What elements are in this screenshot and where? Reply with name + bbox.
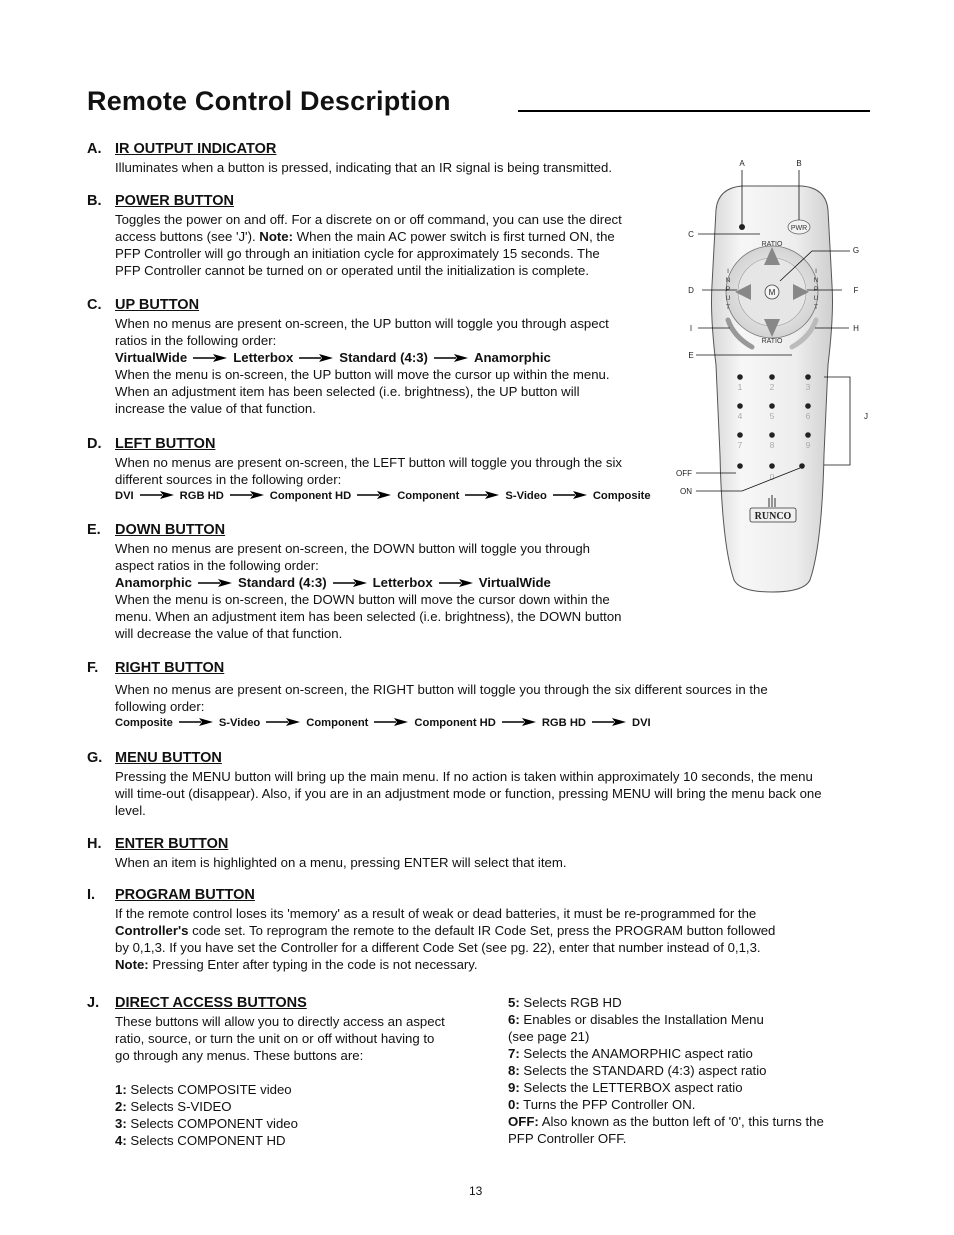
direct-access-item: (see page 21) [508,1029,590,1044]
arrow-right-icon [374,715,408,732]
sequence-item: Standard (4:3) [339,350,428,365]
digit-label: 8 [769,440,775,450]
sequence-item: Letterbox [372,575,433,590]
digit-button [769,374,775,380]
digit-label: 6 [805,411,811,421]
arrow-right-icon [140,488,174,505]
section-heading: ENTER BUTTON [115,836,229,852]
section-heading: LEFT BUTTON [115,436,216,452]
section-line: When no menus are present on-screen, the RIGHT button will toggle you through the six different sources in the [115,682,768,697]
arrow-right-icon [198,574,232,591]
title-rule [518,110,870,112]
input-letter: N [725,277,731,284]
section-e [87,522,667,642]
input-letter: U [725,295,731,302]
section-line: When no menus are present on-screen, the UP button will toggle you through aspect [115,316,609,331]
arrow-right-icon [434,349,468,366]
section-line: ratios in the following order: [115,333,277,348]
section-j [87,995,507,1149]
input-letter: I [727,268,729,275]
section-heading: UP BUTTON [115,297,200,313]
section-heading: IR OUTPUT INDICATOR [115,141,277,157]
sequence-item: Component [306,717,369,729]
digit-button [737,432,743,438]
section-line: different sources in the following order: [115,472,342,487]
sequence-item: Component HD [269,490,352,502]
aspect-sequence [115,349,667,366]
input-letter: T [814,304,818,311]
callout-label: ON [680,487,692,496]
section-line: go through any menus. These buttons are: [115,1048,364,1063]
input-letter: I [815,268,817,275]
direct-access-item: 5: Selects RGB HD [508,995,622,1010]
source-sequence [115,715,877,732]
sequence-item: Composite [592,490,651,502]
section-text: When an item is highlighted on a menu, pressing ENTER will select that item. [115,855,567,870]
digit-label: 4 [737,411,743,421]
section-line: menu. When an adjustment item has been selected (i.e. brightness), the DOWN button [115,609,622,624]
input-letter: N [813,277,819,284]
callout-label: B [796,159,802,168]
section-b [87,193,667,279]
section-line: will decrease the value of that function. [115,626,343,641]
direct-access-item: 4: Selects COMPONENT HD [115,1133,286,1148]
sequence-item: VirtualWide [115,350,188,365]
arrow-right-icon [465,488,499,505]
section-letter: G. [87,750,103,766]
direct-access-list-right [508,994,868,1147]
section-line: level. [115,803,146,818]
digit-label: 2 [769,382,775,392]
sequence-item: Letterbox [233,350,294,365]
remote-illustration [672,155,872,595]
callout-label: C [688,230,694,239]
arrow-right-icon [439,574,473,591]
input-letter: P [813,286,819,293]
direct-access-item: 2: Selects S-VIDEO [115,1099,232,1114]
section-d [87,436,667,505]
pwr-label: PWR [790,225,808,232]
arrow-right-icon [299,349,333,366]
section-a [87,141,667,176]
digit-button [769,403,775,409]
sequence-item: VirtualWide [478,575,551,590]
section-heading: RIGHT BUTTON [115,660,225,676]
menu-label: M [768,288,776,297]
arrow-right-icon [179,715,213,732]
digit-button [769,432,775,438]
direct-access-item: PFP Controller OFF. [508,1131,627,1146]
input-letter: P [725,286,731,293]
section-letter: I. [87,887,96,903]
section-letter: B. [87,193,102,209]
arrow-right-icon [502,715,536,732]
direct-access-item: 6: Enables or disables the Installation Menu [508,1012,764,1027]
on-button [799,463,805,469]
ratio-bottom-label: RATIO [761,338,783,345]
section-line: When the menu is on-screen, the UP button will move the cursor up within the menu. [115,367,610,382]
page-title: Remote Control Description [87,86,451,116]
section-line: Controller's code set. To reprogram the remote to the default IR Code Set, press the PROGRAM button followed [115,923,776,938]
direct-access-item: 1: Selects COMPOSITE video [115,1082,292,1097]
digit-button [737,403,743,409]
arrow-right-icon [592,715,626,732]
sequence-item: Anamorphic [115,575,192,590]
section-line: When an adjustment item has been selected (i.e. brightness), the UP button will [115,384,580,399]
section-letter: C. [87,297,102,313]
aspect-sequence [115,574,667,591]
section-line: increase the value of that function. [115,401,316,416]
callout-label: A [739,159,745,168]
section-letter: H. [87,836,102,852]
arrow-right-icon [266,715,300,732]
section-line: Toggles the power on and off. For a discrete on or off command, you can use the direct [115,212,622,227]
section-line: aspect ratios in the following order: [115,558,319,573]
direct-access-item: OFF: Also known as the button left of '0', this turns the [508,1114,824,1129]
section-letter: D. [87,436,102,452]
sequence-item: RGB HD [541,717,586,729]
section-line: PFP Controller cannot be turned on or operated until the initialization is complete. [115,263,590,278]
callout-label: E [688,351,694,360]
digit-label: 0 [769,472,775,482]
page-number: 13 [469,1184,483,1198]
sequence-item: DVI [631,717,651,729]
digit-button [737,374,743,380]
section-letter: A. [87,141,102,157]
callout-label: I [689,324,693,333]
section-line: by 0,1,3. If you have set the Controller for a different Code Set (see pg. 22), enter that number instead of 0,1,3. [115,940,761,955]
section-heading: DOWN BUTTON [115,522,226,538]
digit-button [769,463,775,469]
input-letter: T [726,304,730,311]
sequence-item: Anamorphic [473,350,551,365]
digit-label: 3 [805,382,811,392]
arrow-right-icon [553,488,587,505]
arrow-right-icon [193,349,227,366]
arrow-right-icon [357,488,391,505]
off-button [737,463,743,469]
direct-access-item: 0: Turns the PFP Controller ON. [508,1097,696,1112]
section-line: PFP Controller will go through an initiation cycle for approximately 15 seconds. The [115,246,600,261]
section-heading: POWER BUTTON [115,193,234,209]
section-letter: J. [87,995,100,1011]
section-i [87,887,877,973]
section-f [87,660,877,732]
arrow-right-icon [333,574,367,591]
section-heading: MENU BUTTON [115,750,222,766]
direct-access-item: 9: Selects the LETTERBOX aspect ratio [508,1080,743,1095]
section-line: following order: [115,699,205,714]
callout-label: OFF [676,469,692,478]
arrow-right-icon [230,488,264,505]
digit-button [805,432,811,438]
sequence-item: RGB HD [179,490,224,502]
callout-label: H [853,324,859,333]
section-line: Note: Pressing Enter after typing in the code is not necessary. [115,957,478,972]
digit-button [805,374,811,380]
sequence-item: S-Video [505,490,547,502]
sequence-item: Composite [115,717,173,729]
section-line: If the remote control loses its 'memory' as a result of weak or dead batteries, it must be re-programmed for the [115,906,757,921]
section-line: will time-out (disappear). Also, if you are in an adjustment mode or function, pressing MENU will bring the menu back one [115,786,822,801]
section-line: ratio, source, or turn the unit on or off without having to [115,1031,435,1046]
callout-label: G [852,246,860,255]
callout-label: D [688,286,694,295]
section-line: Pressing the MENU button will bring up the main menu. If no action is taken within approximately 10 seconds, the menu [115,769,813,784]
source-sequence [115,488,667,505]
ir-indicator [739,224,745,230]
digit-label: 9 [805,440,811,450]
brand-text: RUNCO [754,511,792,522]
section-line: access buttons (see 'J'). Note: When the main AC power switch is first turned ON, the [115,229,615,244]
input-letter: U [813,295,819,302]
sequence-item: S-Video [218,717,261,729]
section-line: These buttons will allow you to directly access an aspect [115,1014,445,1029]
sequence-item: Component HD [414,717,496,729]
section-g [87,750,877,819]
section-heading: DIRECT ACCESS BUTTONS [115,995,307,1011]
digit-label: 7 [737,440,743,450]
callout-label: F [853,286,859,295]
direct-access-item: 3: Selects COMPONENT video [115,1116,298,1131]
section-letter: F. [87,660,99,676]
section-letter: E. [87,522,101,538]
digit-label: 1 [737,382,743,392]
direct-access-list-left [87,1081,507,1149]
section-h [87,836,877,871]
direct-access-item: 8: Selects the STANDARD (4:3) aspect ratio [508,1063,767,1078]
section-line: When the menu is on-screen, the DOWN button will move the cursor down within the [115,592,610,607]
section-line: When no menus are present on-screen, the LEFT button will toggle you through the six [115,455,623,470]
sequence-item: Component [397,490,460,502]
sequence-item: Standard (4:3) [237,575,327,590]
section-line: When no menus are present on-screen, the DOWN button will toggle you through [115,541,591,556]
direct-access-item: 7: Selects the ANAMORPHIC aspect ratio [508,1046,753,1061]
section-text: Illuminates when a button is pressed, indicating that an IR signal is being transmitted. [115,160,613,175]
digit-button [805,403,811,409]
sequence-item: DVI [115,490,134,502]
section-heading: PROGRAM BUTTON [115,887,255,903]
section-c [87,297,667,417]
callout-label: J [864,412,868,421]
ratio-top-label: RATIO [761,241,783,248]
digit-label: 5 [769,411,775,421]
